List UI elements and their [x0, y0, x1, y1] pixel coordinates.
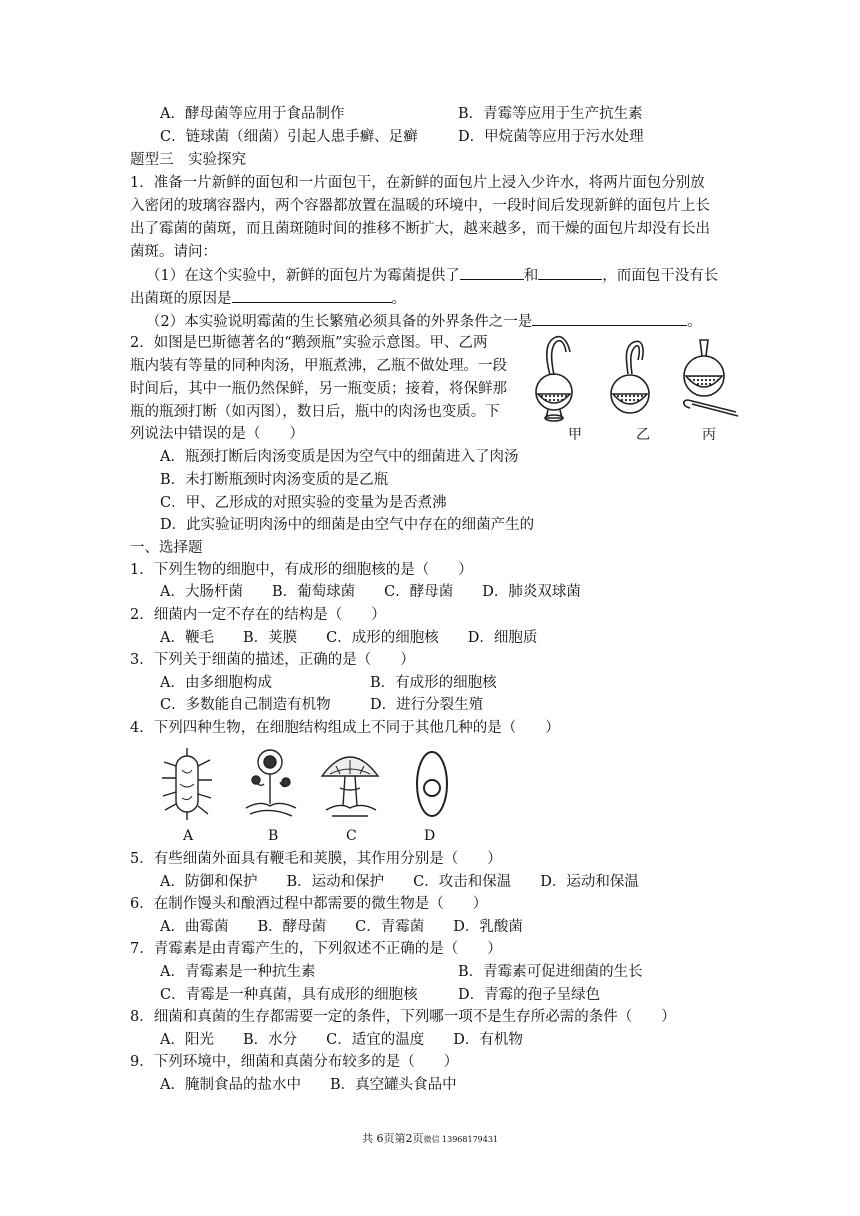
c7-option-d: D．青霉的孢子呈绿色	[458, 987, 601, 1003]
c8-options: A．阳光 B．水分 C．适宜的温度 D．有机物	[160, 1032, 523, 1048]
bacterium-icon	[162, 748, 212, 820]
fig-label-c: C	[346, 828, 357, 844]
c5-options: A．防御和保护 B．运动和保护 C．攻击和保温 D．运动和保温	[160, 874, 639, 890]
q2-line-3: 时间后，其中一瓶仍然保鲜，另一瓶变质；接着，将保鲜那	[130, 381, 507, 397]
fig-label-b: B	[268, 828, 279, 844]
q2-line-1: 2．如图是巴斯德著名的“鹅颈瓶”实验示意图。甲、乙两	[130, 335, 488, 351]
organisms-figure	[150, 744, 450, 824]
q2-line-4: 瓶的瓶颈打断（如丙图），数日后，瓶中的肉汤也变质。下	[130, 404, 500, 420]
fig-label-d: D	[424, 828, 436, 844]
fig-label-yi: 乙	[636, 427, 650, 443]
q2-option-d: D．此实验证明肉汤中的细菌是由空气中存在的细菌产生的	[160, 517, 535, 533]
c3-option-b: B．有成形的细胞核	[370, 675, 497, 691]
c3-stem: 3．下列关于细菌的描述，正确的是（ ）	[130, 652, 415, 668]
fig-label-jia: 甲	[568, 427, 582, 443]
prev-option-b: B．青霉等应用于生产抗生素	[458, 106, 643, 122]
footer-contact: 微信 13968179431	[423, 1135, 499, 1144]
c6-options: A．曲霉菌 B．酵母菌 C．青霉菌 D．乳酸菌	[160, 919, 523, 935]
c9-stem: 9．下列环境中，细菌和真菌分布较多的是（ ）	[130, 1054, 459, 1070]
mold-icon	[246, 750, 296, 816]
c3-option-d: D．进行分裂生殖	[370, 697, 484, 713]
answer-blank[interactable]	[460, 265, 524, 280]
flask-jia	[536, 337, 572, 421]
c4-stem: 4．下列四种生物，在细胞结构组成上不同于其他几种的是（ ）	[130, 720, 560, 736]
q2-line-5: 列说法中错误的是（ ）	[130, 426, 304, 442]
q2-option-c: C．甲、乙形成的对照实验的变量为是否煮沸	[160, 495, 447, 511]
c6-stem: 6．在制作馒头和酿酒过程中都需要的微生物是（ ）	[130, 896, 488, 912]
c3-option-c: C．多数能自己制造有机物	[160, 697, 331, 713]
answer-blank[interactable]	[532, 311, 687, 326]
c1-options: A．大肠杆菌 B．葡萄球菌 C．酵母菌 D．肺炎双球菌	[160, 584, 581, 600]
section-title-3: 题型三 实验探究	[130, 152, 246, 168]
c2-options: A．鞭毛 B．荚膜 C．成形的细胞核 D．细胞质	[160, 630, 538, 646]
answer-blank[interactable]	[232, 288, 392, 303]
q1-line-4: 菌斑。请问：	[130, 244, 217, 260]
q1-line-1: 1．准备一片新鲜的面包和一片面包干，在新鲜的面包片上浸入少许水，将两片面包分别放	[130, 175, 705, 191]
c7-option-c: C．青霉是一种真菌，具有成形的细胞核	[160, 987, 418, 1003]
yeast-cell-icon	[417, 752, 447, 816]
prev-option-a: A．酵母菌等应用于食品制作	[160, 106, 345, 122]
q1-sub-1: （1）在这个实验中，新鲜的面包片为霉菌提供了 和 ，而面包干没有长	[146, 265, 718, 286]
c7-option-a: A．青霉素是一种抗生素	[160, 964, 316, 980]
q1-sub-2: （2）本实验说明霉菌的生长繁殖必须具备的外界条件之一是 。	[146, 311, 702, 332]
q1-line-3: 出了霉菌的菌斑，而且菌斑随时间的推移不断扩大，越来越多，而干燥的面包片却没有长出	[130, 221, 710, 237]
flask-bing	[684, 340, 738, 416]
c1-stem: 1．下列生物的细胞中，有成形的细胞核的是（ ）	[130, 562, 473, 578]
q2-option-b: B．未打断瓶颈时肉汤变质的是乙瓶	[160, 472, 389, 488]
c3-option-a: A．由多细胞构成	[160, 675, 272, 691]
answer-blank[interactable]	[538, 265, 602, 280]
q2-line-2: 瓶内装有等量的同种肉汤，甲瓶煮沸，乙瓶不做处理。一段	[130, 358, 507, 374]
c7-stem: 7．青霉素是由青霉产生的，下列叙述不正确的是（ ）	[130, 941, 502, 957]
page-footer	[0, 1130, 860, 1146]
prev-option-d: D．甲烷菌等应用于污水处理	[458, 129, 644, 145]
swan-neck-flask-figure	[532, 330, 744, 422]
mushroom-icon	[322, 757, 378, 816]
c8-stem: 8．细菌和真菌的生存都需要一定的条件，下列哪一项不是生存所必需的条件（ ）	[130, 1009, 676, 1025]
c5-stem: 5．有些细菌外面具有鞭毛和荚膜，其作用分别是（ ）	[130, 851, 502, 867]
section-title-1: 一、选择题	[130, 540, 203, 556]
prev-option-c: C．链球菌（细菌）引起人患手癣、足癣	[160, 129, 418, 145]
c7-option-b: B．青霉素可促进细菌的生长	[458, 964, 643, 980]
flask-yi	[611, 341, 649, 413]
q1-sub-1-cont: 出菌斑的原因是 。	[130, 288, 406, 309]
page-number: 共 6页第2页	[361, 1132, 424, 1145]
c2-stem: 2．细菌内一定不存在的结构是（ ）	[130, 607, 386, 623]
fig-label-a: A	[183, 828, 194, 844]
fig-label-bing: 丙	[702, 427, 716, 443]
q1-line-2: 入密闭的玻璃容器内，两个容器都放置在温暖的环境中，一段时间后发现新鲜的面包片上长	[130, 198, 710, 214]
q2-option-a: A．瓶颈打断后肉汤变质是因为空气中的细菌进入了肉汤	[160, 449, 519, 465]
c9-options: A．腌制食品的盐水中 B．真空罐头食品中	[160, 1077, 457, 1093]
